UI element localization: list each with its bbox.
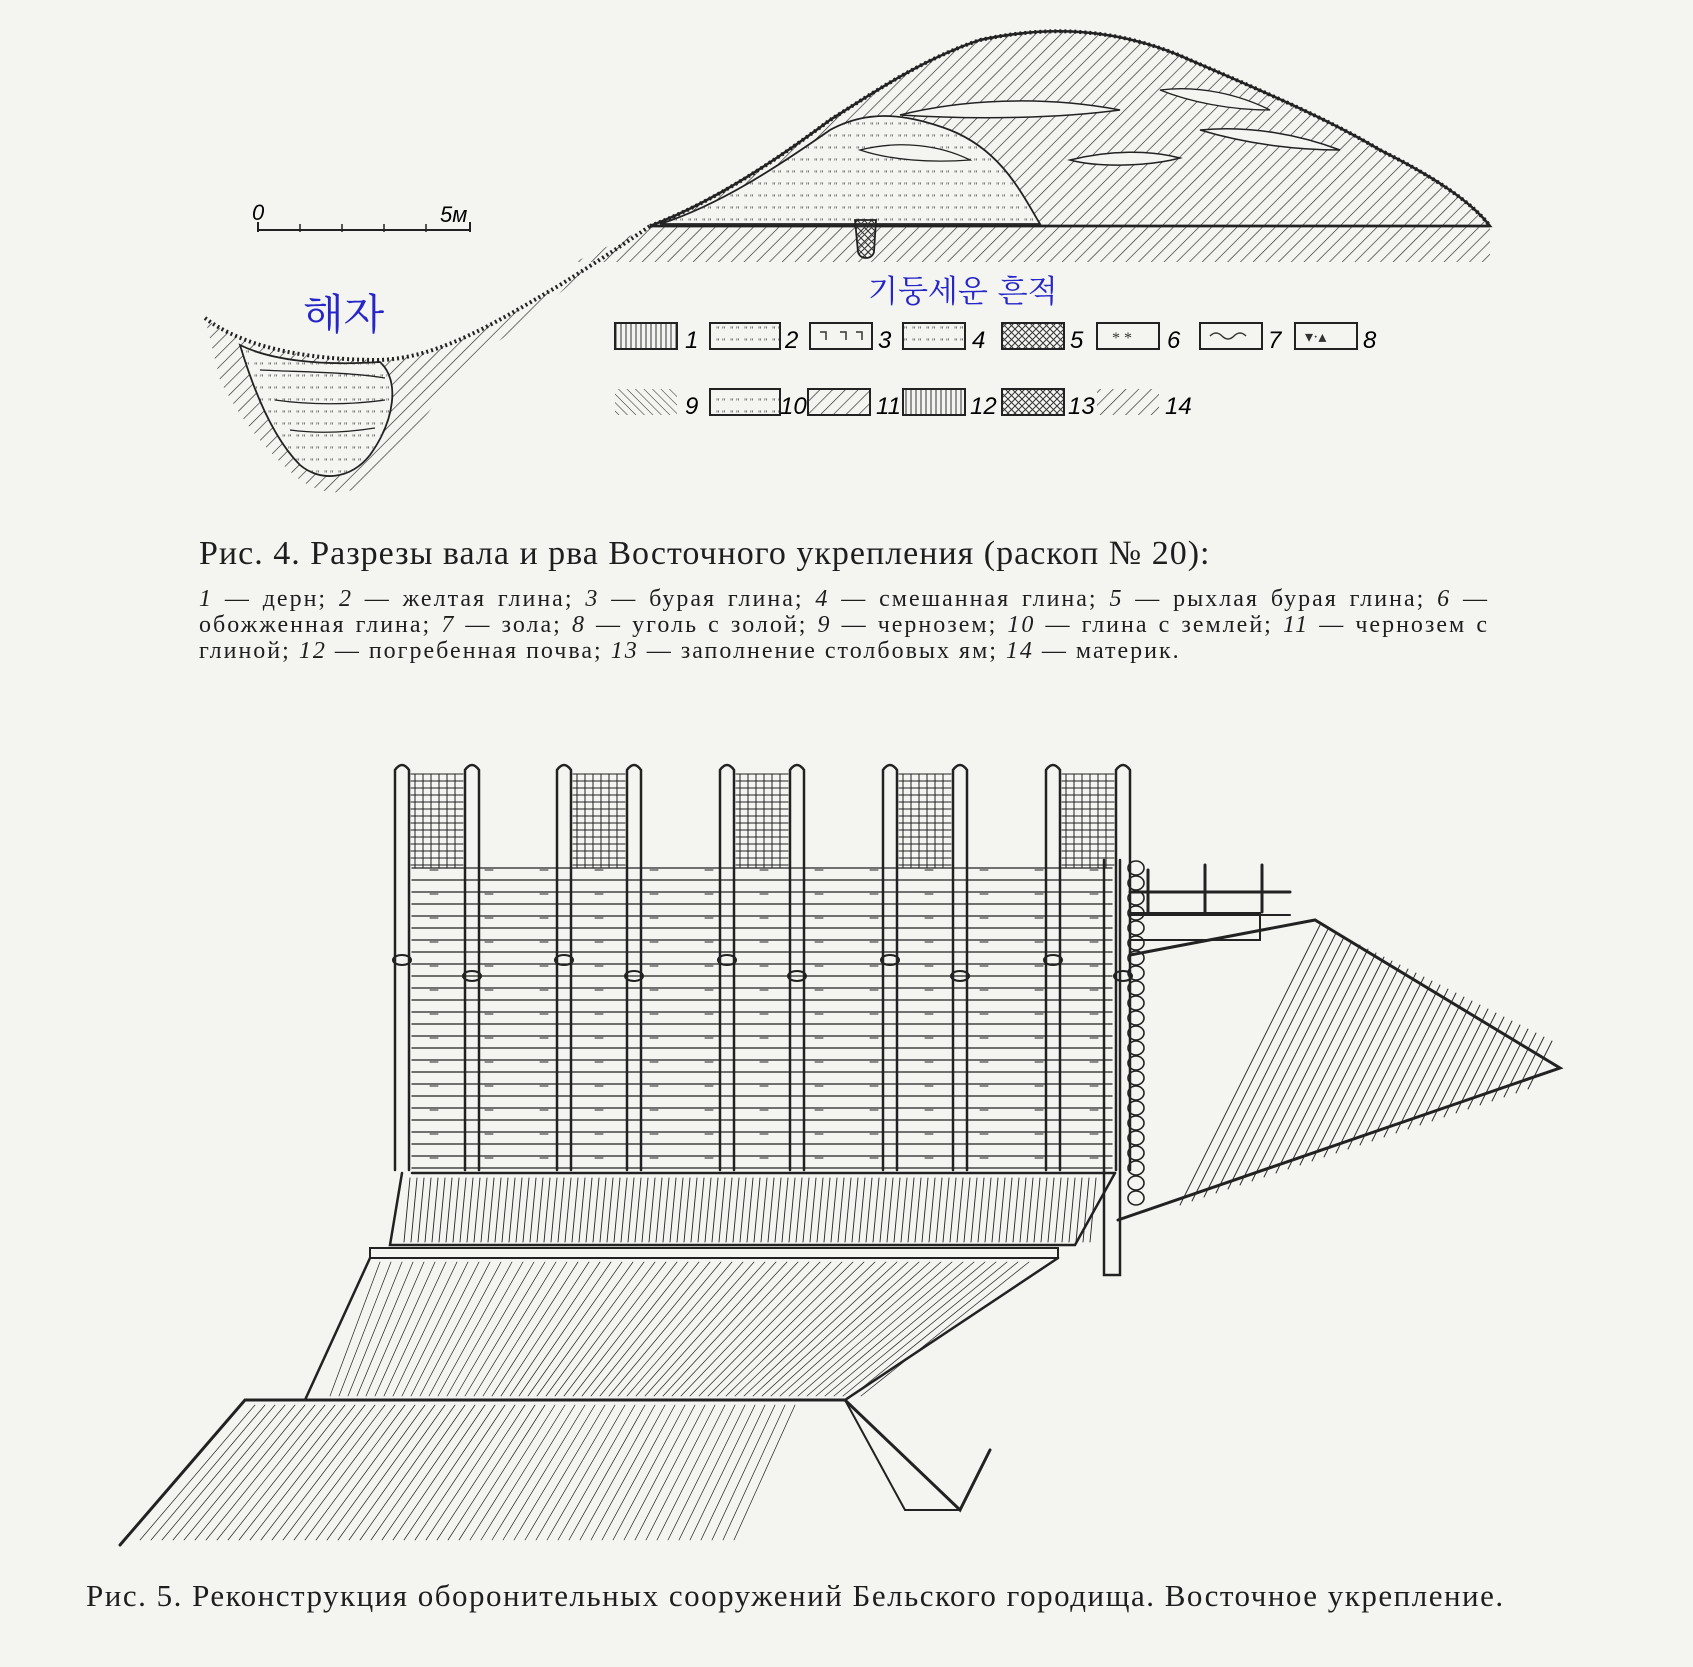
legend-key: 9	[685, 393, 699, 420]
legend-number: 7	[441, 612, 456, 638]
legend-text: — материк.	[1033, 638, 1181, 664]
fig5-caption: Рис. 5. Реконструкция оборонительных сооружений Бельского городища. Восточное укрепление.	[86, 1578, 1505, 1613]
legend-number: 14	[1005, 638, 1034, 664]
legend-number: 13	[610, 638, 639, 664]
svg-text:▾·▴: ▾·▴	[1305, 329, 1327, 346]
wall-posts	[393, 765, 1132, 1170]
legend-text: — бурая глина;	[599, 586, 816, 612]
legend-key: 5	[1070, 327, 1084, 354]
legend-number: 3	[585, 586, 600, 612]
legend-number: 5	[1109, 586, 1124, 612]
legend-number: 1	[199, 586, 213, 612]
legend-text: — желтая глина;	[352, 586, 586, 612]
legend-number: 8	[571, 612, 586, 638]
rampart-slope	[1118, 920, 1560, 1220]
legend-text: — рыхлая бурая глина;	[1123, 586, 1438, 612]
legend-text: — дерн;	[213, 586, 339, 612]
legend-number: 9	[817, 612, 832, 638]
legend-key: 2	[785, 327, 799, 354]
legend-number: 12	[298, 638, 327, 664]
legend-number: 6	[1437, 586, 1452, 612]
legend-key: 1	[685, 327, 699, 354]
legend-text: — чернозем;	[831, 612, 1008, 638]
legend-key: 7	[1268, 327, 1282, 354]
legend-key: 4	[972, 327, 986, 354]
scale-start-label: 0	[252, 200, 265, 225]
legend-number: 11	[1282, 612, 1310, 638]
legend-key: 12	[970, 393, 997, 420]
moat-annotation: 해자	[303, 290, 385, 339]
legend-text: — зола;	[455, 612, 572, 638]
legend-text: — уголь с золой;	[585, 612, 818, 638]
legend-key: 3	[878, 327, 892, 354]
legend-key: 11	[876, 393, 901, 420]
legend-text: — заполнение столбовых ям;	[638, 638, 1006, 664]
legend-key: 8	[1363, 327, 1377, 354]
legend-number: 2	[338, 586, 353, 612]
fig4-title: Рис. 4. Разрезы вала и рва Восточного укрепления (раскоп № 20):	[199, 535, 1211, 572]
legend-key: 6	[1167, 327, 1181, 354]
legend-text: — смешанная глина;	[829, 586, 1110, 612]
log-wall	[412, 868, 1112, 1168]
legend-key: 10	[780, 393, 807, 420]
svg-text:* *: * *	[1112, 330, 1132, 347]
legend-text: — глина с землей;	[1035, 612, 1283, 638]
legend-text: — чернозем с глиной;	[199, 612, 1490, 664]
legend-number: 4	[815, 586, 830, 612]
scale-end-label: 5м	[440, 202, 468, 227]
legend-text: — обожженная глина;	[199, 586, 1489, 638]
legend-key: 14	[1165, 393, 1192, 420]
posthole-annotation: 기둥세운 흔적	[868, 274, 1058, 310]
legend-number: 10	[1007, 612, 1036, 638]
legend-key: 13	[1068, 393, 1095, 420]
legend-text: — погребенная почва;	[326, 638, 611, 664]
